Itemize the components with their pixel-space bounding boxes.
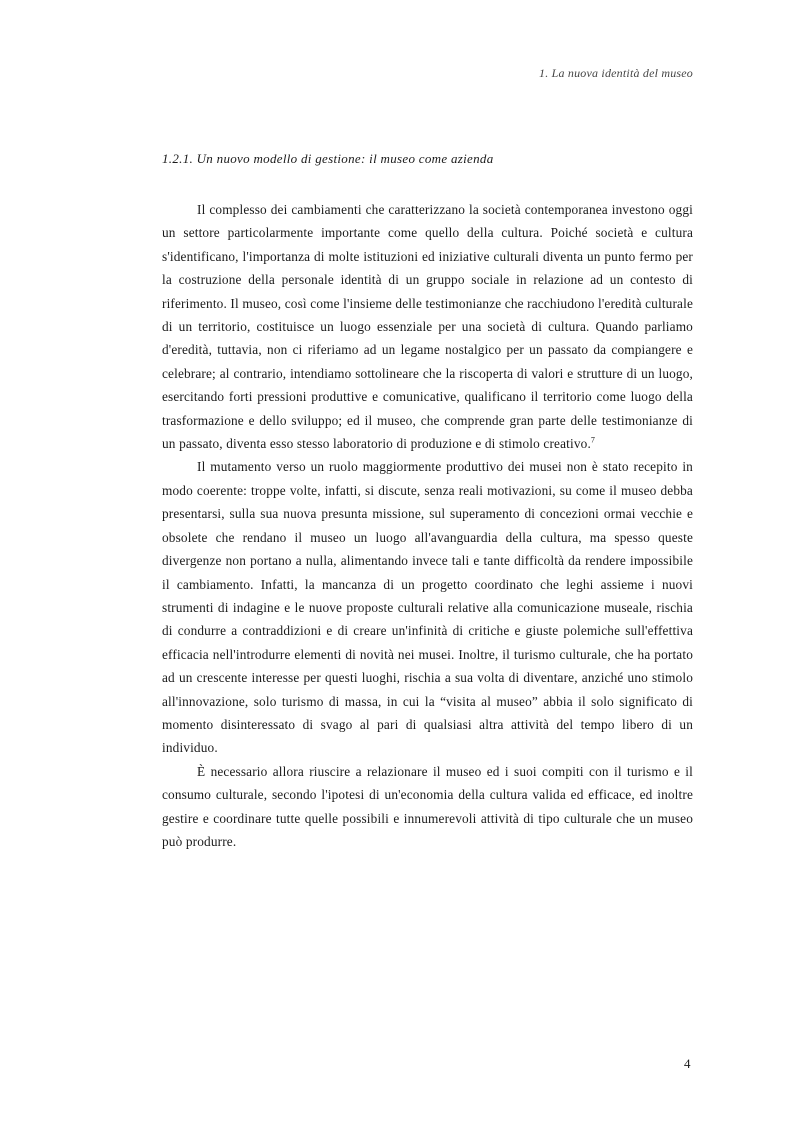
footnote-marker[interactable]: 7	[590, 435, 596, 445]
body-text	[162, 198, 693, 853]
paragraph-3	[162, 760, 693, 854]
paragraph-2	[162, 455, 693, 759]
section-title: 1.2.1. Un nuovo modello di gestione: il museo come azienda	[162, 151, 494, 166]
paragraph-1	[162, 198, 693, 455]
page-number: 4	[684, 1056, 691, 1071]
paragraph-1-text: Il complesso dei cambiamenti che caratterizzano la società contemporanea investono oggi un settore particolarmente importante come quello della cultura. Poiché società e cultura s'identificano, l'importanza di molte istituzioni ed iniziative culturali diventa un punto fermo per la costruzione della personale identità di un gruppo sociale in relazione ad un contesto di riferimento. Il museo, così come l'insieme delle testimonianze che racchiudono l'eredità culturale di un territorio, costituisce un luogo essenziale per una società di cultura. Quando parliamo d'eredità, tuttavia, non ci riferiamo ad un legame nostalgico per un passato da compiangere e celebrare; al contrario, intendiamo sottolineare che la riscoperta di valori e strutture di un luogo, esercitando forti pressioni produttive e comunicative, qualificano il territorio come luogo della trasformazione e dello sviluppo; ed il museo, che comprende gran parte delle testimonianze di un passato, diventa esso stesso laboratorio di produzione e di stimolo creativo.	[162, 202, 693, 452]
paragraph-2-text: Il mutamento verso un ruolo maggiormente produttivo dei musei non è stato recepito in modo coerente: troppe volte, infatti, si discute, senza reali motivazioni, su come il museo debba presentarsi, sulla sua nuova presunta missione, sul superamento di concezioni ormai vecchie e obsolete che rendano il museo un luogo all'avanguardia della cultura, ma spesso queste divergenze non portano a nulla, alimentando invece tali e tante difficoltà da rendere impossibile il cambiamento. Infatti, la mancanza di un progetto coordinato che leghi assieme i nuovi strumenti di indagine e le nuove proposte culturali relative alla comunicazione museale, rischia di condurre a contraddizioni e di creare un'infinità di critiche e giuste polemiche sull'effettiva efficacia nell'introdurre elementi di novità nei musei. Inoltre, il turismo culturale, che ha portato ad un crescente interesse per questi luoghi, rischia a sua volta di diventare, anziché uno stimolo all'innovazione, solo turismo di massa, in cui la “visita al museo” abbia il solo significato di momento disinteressato di svago al pari di qualsiasi altra attività del tempo libero di un individuo.	[162, 459, 693, 756]
running-header: 1. La nuova identità del museo	[539, 66, 693, 80]
paragraph-3-text: È necessario allora riuscire a relazionare il museo ed i suoi compiti con il turismo e il consumo culturale, secondo l'ipotesi di un'economia della cultura valida ed efficace, ed inoltre gestire e coordinare tutte quelle possibili e innumerevoli attività di tipo culturale che un museo può produrre.	[162, 763, 693, 849]
